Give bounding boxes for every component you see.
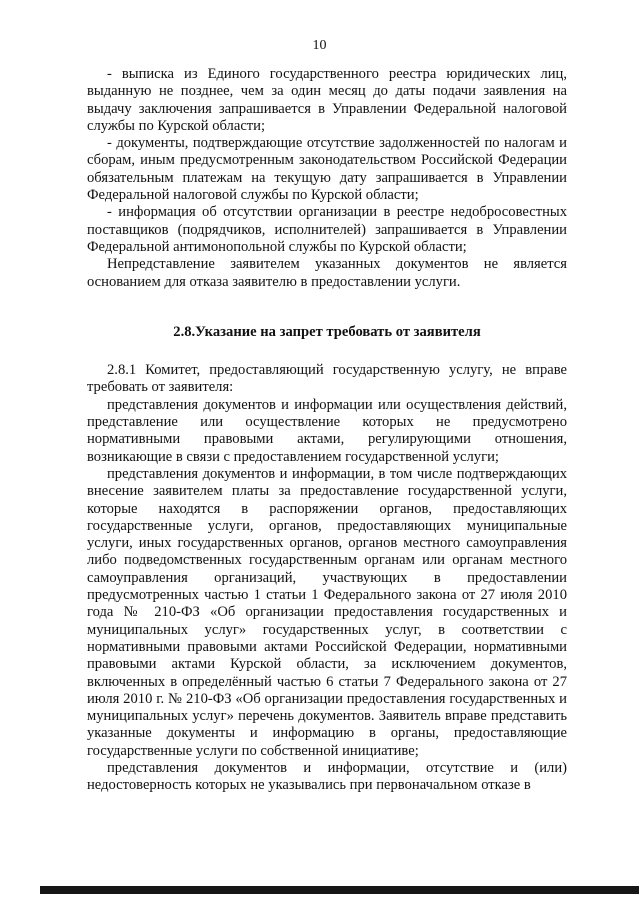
paragraph-prohibition-documents: представления документов и информации, в том числе подтверждающих внесение заявителем платы за предоставление государственной услуги, которые находятся в распоряжении органов, предоставляющих государственные услуги, органов, предоставляющих муниципальные услуги, иных государственных органов, органов местного самоуправления либо подведомственных государственным органам или органам местного самоуправления организаций, участвующих в предоставлении предусмотренных частью 1 статьи 1 Федерального закона от 27 июля 2010 года № 210-ФЗ «Об организации предоставления государственных и муниципальных услуг» государственных услуг, в соответствии с нормативными правовыми актами Российской Федерации, нормативными правовыми актами Курской области, за исключением документов, включенных в определённый частью 6 статьи 7 Федерального закона от 27 июля 2010 г. № 210-ФЗ «Об организации предоставления государственных и муниципальных услуг» перечень документов. Заявитель вправе представить указанные документы и информацию в органы, предоставляющие государственные услуги по собственной инициативе; xyxy=(87,465,567,759)
paragraph-prohibition-initial-refusal: представления документов и информации, отсутствие и (или) недостоверность которых не указывались при первоначальном отказе в xyxy=(87,759,567,794)
page-number: 10 xyxy=(312,38,327,53)
paragraph-non-submission-note: Непредставление заявителем указанных документов не является основанием для отказа заявителю в предоставлении услуги. xyxy=(87,256,567,290)
paragraph-section-intro: 2.8.1 Комитет, предоставляющий государственную услугу, не вправе требовать от заявителя: xyxy=(87,362,567,396)
document-body xyxy=(87,66,567,795)
scan-bottom-border xyxy=(40,886,639,894)
paragraph-egrul-extract: - выписка из Единого государственного реестра юридических лиц, выданную не позднее, чем за один месяц до даты подачи заявления на выдачу заключения запрашивается в Управлении Федеральной налоговой службы по Курской области; xyxy=(87,66,567,134)
paragraph-unfair-suppliers-registry: - информация об отсутствии организации в реестре недобросовестных поставщиков (подрядчиков, исполнителей) запрашивается в Управлении Федеральной антимонопольной службы по Курской области; xyxy=(87,204,567,255)
paragraph-tax-debt-documents: - документы, подтверждающие отсутствие задолженностей по налогам и сборам, иным предусмотренным законодательством Российской Федерации обязательным платежам на текущую дату запрашивается в Управлении Федеральной налоговой службы по Курской области; xyxy=(87,135,567,204)
section-heading: 2.8.Указание на запрет требовать от заявителя xyxy=(173,323,481,340)
paragraph-prohibition-actions: представления документов и информации или осуществления действий, представление или осуществление которых не предусмотрено нормативными правовыми актами, регулирующими отношения, возникающие в связи с предоставлением государственной услуги; xyxy=(87,396,567,465)
